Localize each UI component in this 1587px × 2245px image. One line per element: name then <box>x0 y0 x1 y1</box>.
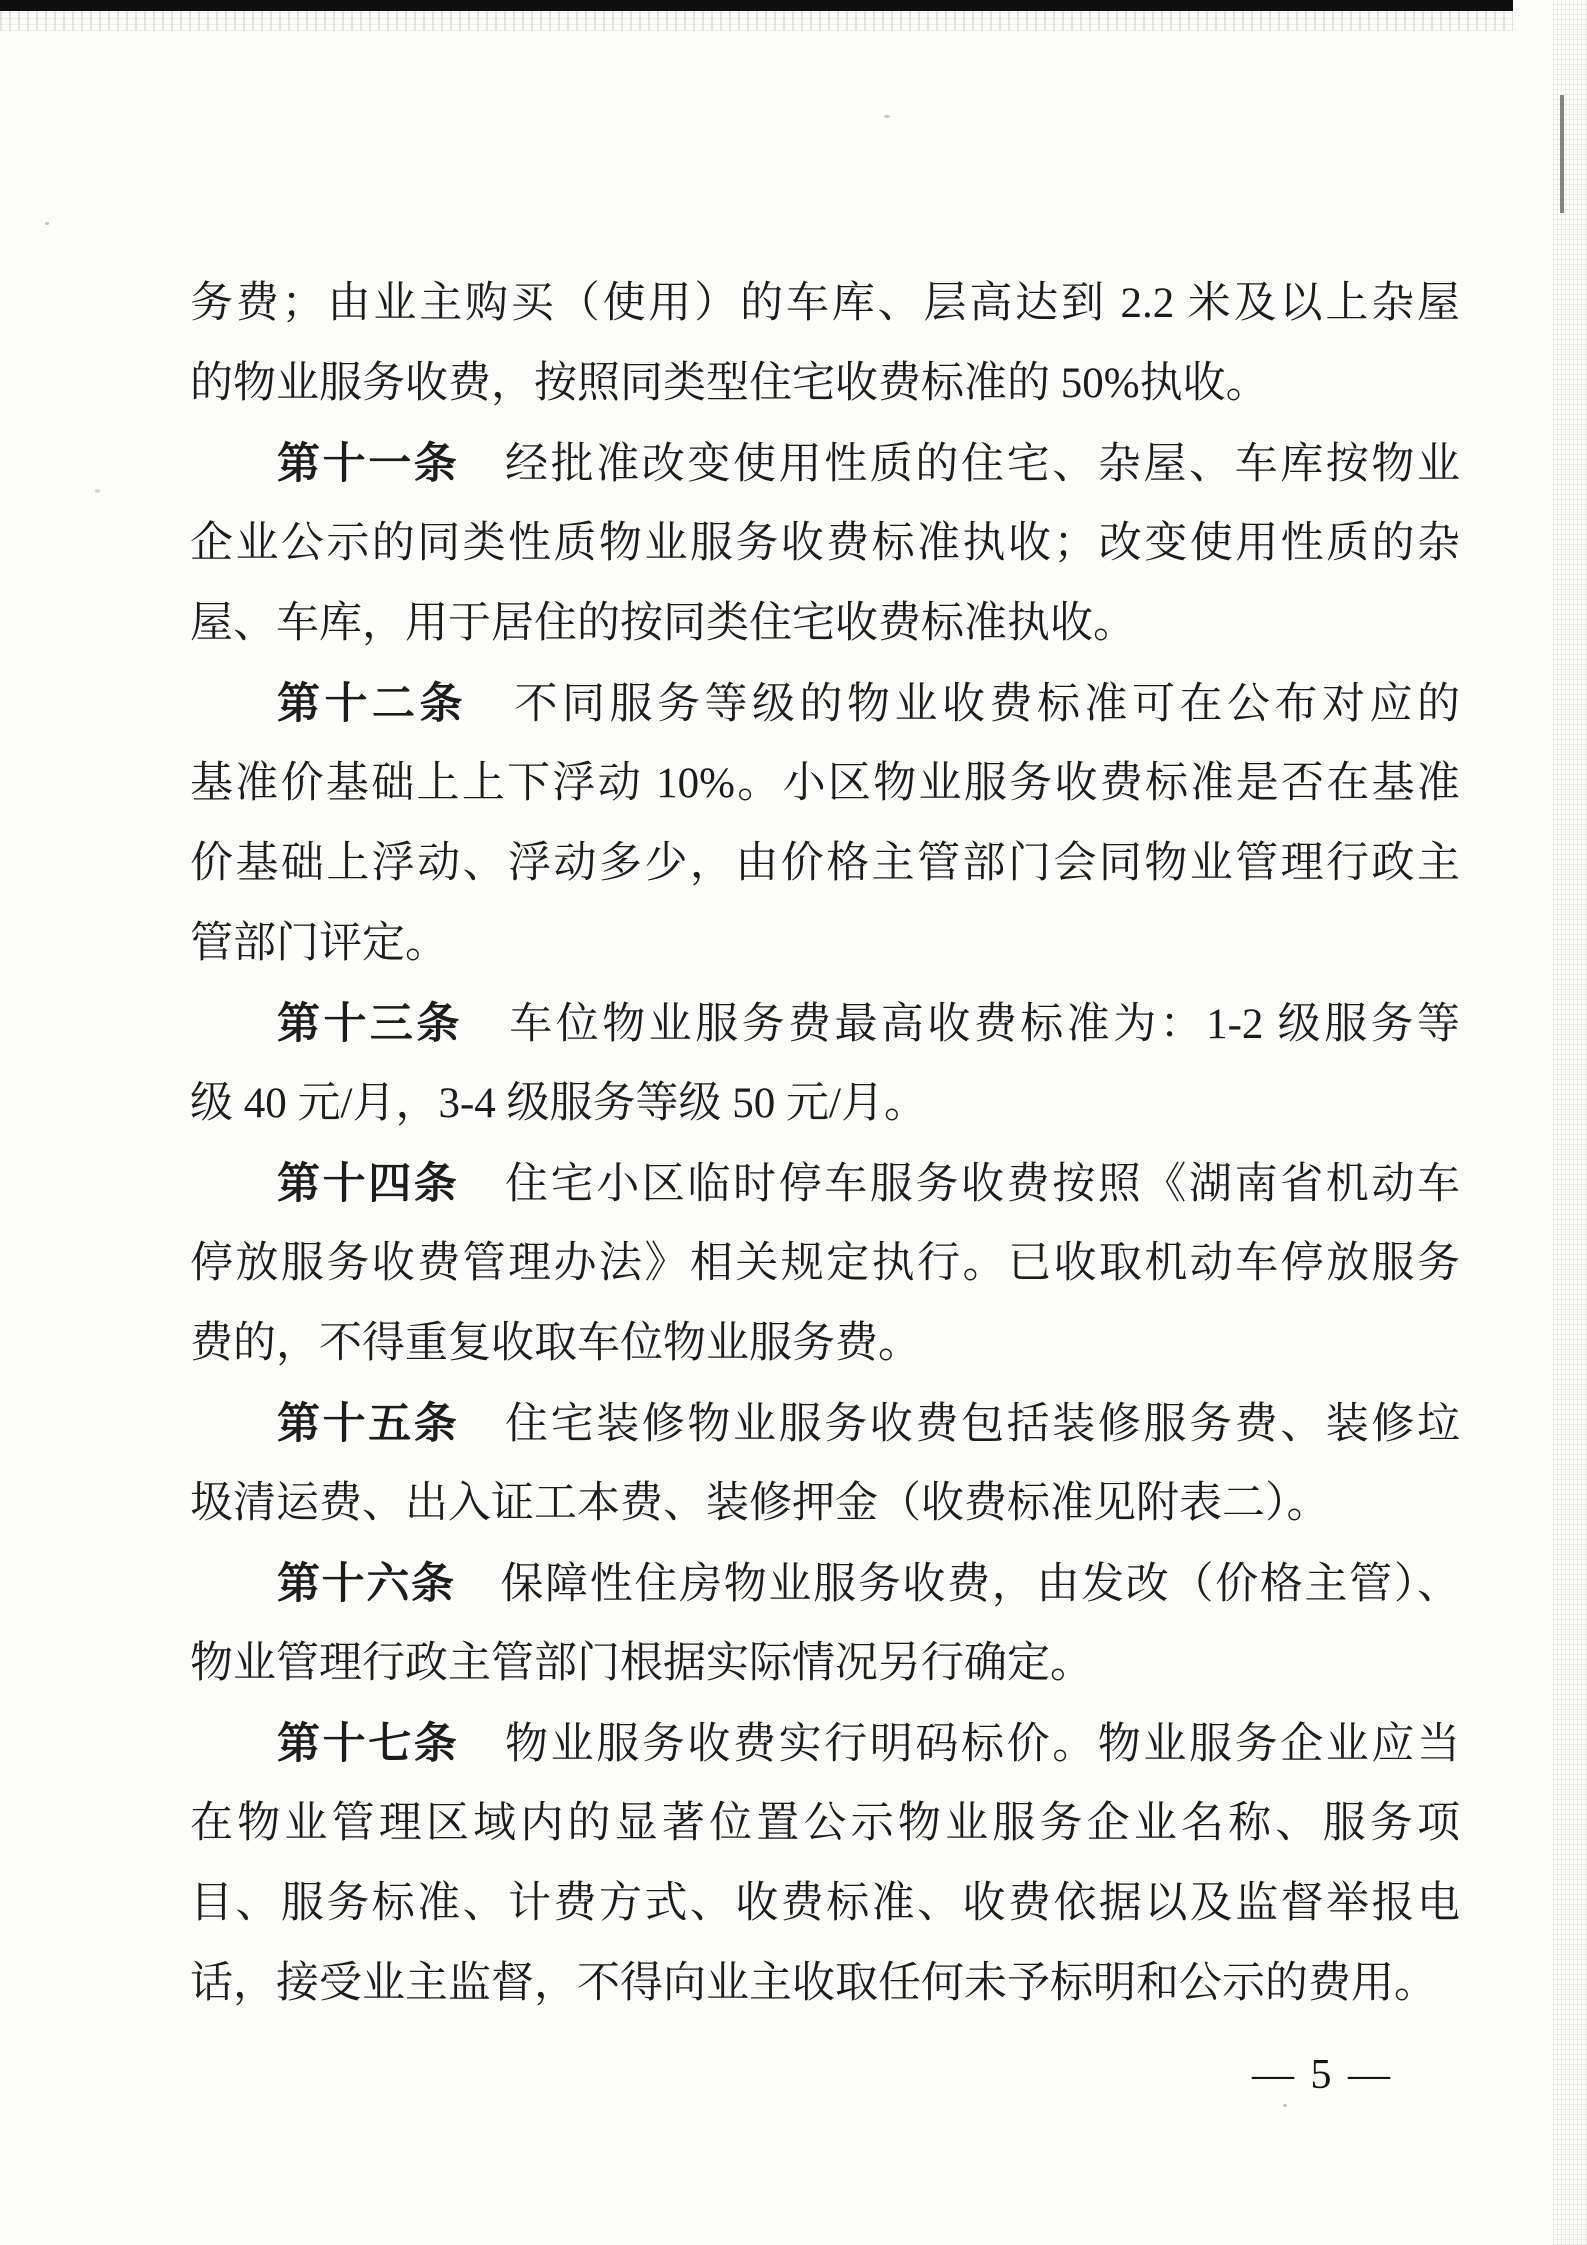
text-line <box>190 1224 1460 1304</box>
scan-speck <box>45 222 49 225</box>
line-text: 车位物业服务费最高收费标准为：1-2 级服务等 <box>462 1001 1460 1048</box>
text-line <box>190 1864 1460 1944</box>
line-text: 话，接受业主监督，不得向业主收取任何未予标明和公示的费用。 <box>190 1960 1437 2007</box>
article-number: 第十五条 <box>277 1400 460 1448</box>
text-line <box>190 984 1460 1064</box>
text-line <box>190 424 1460 504</box>
article-number: 第十四条 <box>277 1160 460 1208</box>
line-text: 价基础上浮动、浮动多少，由价格主管部门会同物业管理行政主 <box>190 840 1460 887</box>
line-text: 经批准改变使用性质的住宅、杂屋、车库按物业 <box>459 441 1461 488</box>
line-text: 管部门评定。 <box>190 920 448 967</box>
line-text: 目、服务标准、计费方式、收费标准、收费依据以及监督举报电 <box>190 1880 1460 1927</box>
text-line <box>190 1144 1460 1224</box>
text-line <box>190 1384 1460 1464</box>
line-text: 保障性住房物业服务收费，由发改（价格主管）、 <box>455 1561 1461 1608</box>
article-number: 第十二条 <box>277 680 467 728</box>
line-text: 基准价基础上上下浮动 10%。小区物业服务收费标准是否在基准 <box>190 760 1460 807</box>
line-text: 级 40 元/月，3-4 级服务等级 50 元/月。 <box>190 1080 927 1127</box>
article-number: 第十三条 <box>277 1000 463 1048</box>
line-text: 住宅小区临时停车服务收费按照《湖南省机动车 <box>459 1161 1461 1208</box>
text-line <box>190 1464 1460 1544</box>
line-text: 物业服务收费实行明码标价。物业服务企业应当 <box>459 1721 1461 1768</box>
line-text: 的物业服务收费，按照同类型住宅收费标准的 50%执收。 <box>190 360 1269 407</box>
text-line <box>190 504 1460 584</box>
scan-speck <box>884 115 890 118</box>
line-text: 屋、车库，用于居住的按同类住宅收费标准执收。 <box>190 600 1136 647</box>
text-line <box>190 824 1460 904</box>
line-text: 费的，不得重复收取车位物业服务费。 <box>190 1320 921 1367</box>
article-number: 第十一条 <box>277 440 460 488</box>
text-line <box>190 584 1460 664</box>
scan-edge-top-noise <box>0 11 1513 31</box>
text-line <box>190 264 1460 344</box>
text-line <box>190 1624 1460 1704</box>
line-text: 住宅装修物业服务收费包括装修服务费、装修垃 <box>459 1401 1461 1448</box>
text-line <box>190 1944 1460 2024</box>
text-line <box>190 1064 1460 1144</box>
line-text: 不同服务等级的物业收费标准可在公布对应的 <box>467 681 1460 728</box>
text-line <box>190 664 1460 744</box>
text-line <box>190 744 1460 824</box>
text-line <box>190 904 1460 984</box>
article-number: 第十六条 <box>277 1560 456 1608</box>
text-line <box>190 344 1460 424</box>
line-text: 停放服务收费管理办法》相关规定执行。已收取机动车停放服务 <box>190 1240 1460 1287</box>
text-line <box>190 1784 1460 1864</box>
text-line <box>190 1304 1460 1384</box>
scan-speck <box>95 489 100 493</box>
scan-edge-top <box>0 0 1513 11</box>
text-line <box>190 1544 1460 1624</box>
line-text: 企业公示的同类性质物业服务收费标准执收；改变使用性质的杂 <box>190 520 1460 567</box>
scan-edge-right <box>1553 0 1587 2245</box>
line-text: 务费；由业主购买（使用）的车库、层高达到 2.2 米及以上杂屋 <box>190 280 1460 327</box>
scan-edge-right-line <box>1560 95 1564 213</box>
line-text: 在物业管理区域内的显著位置公示物业服务企业名称、服务项 <box>190 1800 1460 1847</box>
line-text: 圾清运费、出入证工本费、装修押金（收费标准见附表二）。 <box>190 1480 1330 1527</box>
text-line <box>190 1704 1460 1784</box>
page-number: — 5 — <box>1252 2052 1393 2098</box>
article-number: 第十七条 <box>277 1720 460 1768</box>
line-text: 物业管理行政主管部门根据实际情况另行确定。 <box>190 1640 1093 1687</box>
text-block <box>190 264 1460 2024</box>
